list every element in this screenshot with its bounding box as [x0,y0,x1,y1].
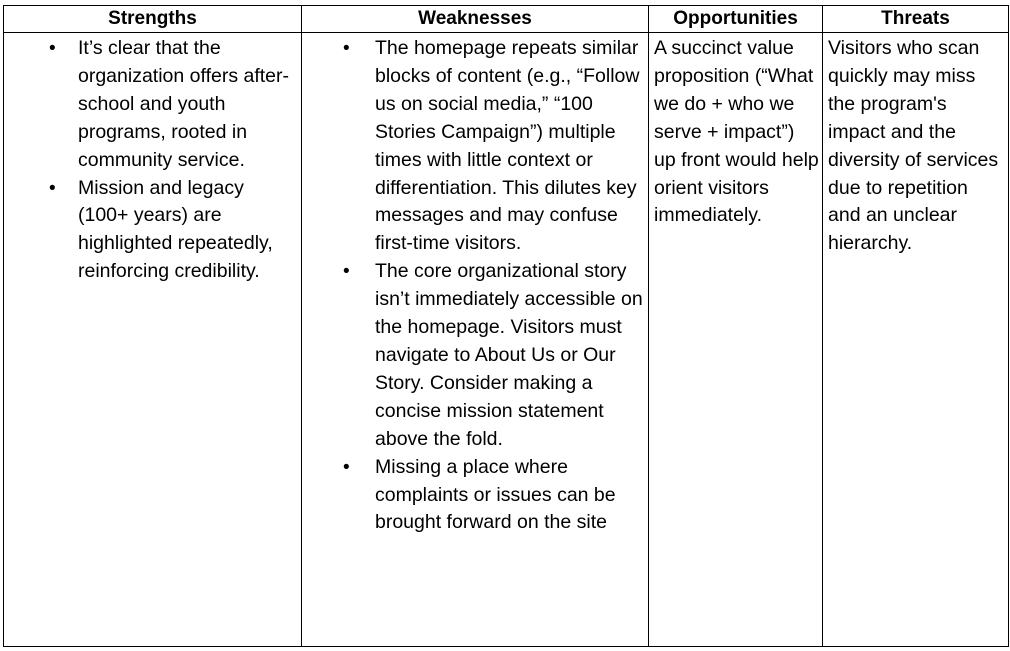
weakness-item [307,454,645,538]
strength-item [9,175,298,287]
weakness-text: Missing a place where complaints or issues can be brought forward on the site [375,455,616,534]
bullet-icon: • [49,38,56,59]
weakness-text: The homepage repeats similar blocks of content (e.g., “Follow us on social media,” “100 Stories Campaign”) multiple times with little context or differentiation. This dilutes key messages and may confuse first-time visitors. [375,37,640,255]
weaknesses-list [307,35,645,537]
header-threats: Threats [823,6,1009,33]
bullet-icon: • [343,261,350,283]
weakness-item [307,35,645,258]
weaknesses-cell [302,33,649,647]
strengths-list [9,35,298,286]
header-row [4,6,1009,33]
opportunities-cell [649,33,823,647]
strength-text: Mission and legacy (100+ years) are highlighted repeatedly, reinforcing credibility. [78,176,273,283]
strengths-cell [4,33,302,647]
threats-text: Visitors who scan quickly may miss the program's impact and the diversity of services due to repetition and an unclear hierarchy. [828,37,999,255]
bullet-icon: • [49,177,56,199]
header-weaknesses: Weaknesses [302,6,649,33]
strength-text: It’s clear that the organization offers after-school and youth programs, rooted in community service. [78,37,290,171]
weakness-text: The core organizational story isn’t immediately accessible on the homepage. Visitors must navigate to About Us or Our Story. Consider making a concise mission statement above the fold. [375,260,643,450]
threats-cell [823,33,1009,647]
bullet-icon: • [343,38,350,59]
opportunities-text: A succinct value proposition (“What we do + who we serve + impact”) up front would help orient visitors immediately. [654,37,819,227]
weakness-item [307,258,645,453]
strength-item [9,35,298,175]
header-opportunities: Opportunities [649,6,823,33]
header-strengths: Strengths [4,6,302,33]
swot-table [3,5,1009,647]
bullet-icon: • [343,456,350,478]
content-row [4,33,1009,647]
